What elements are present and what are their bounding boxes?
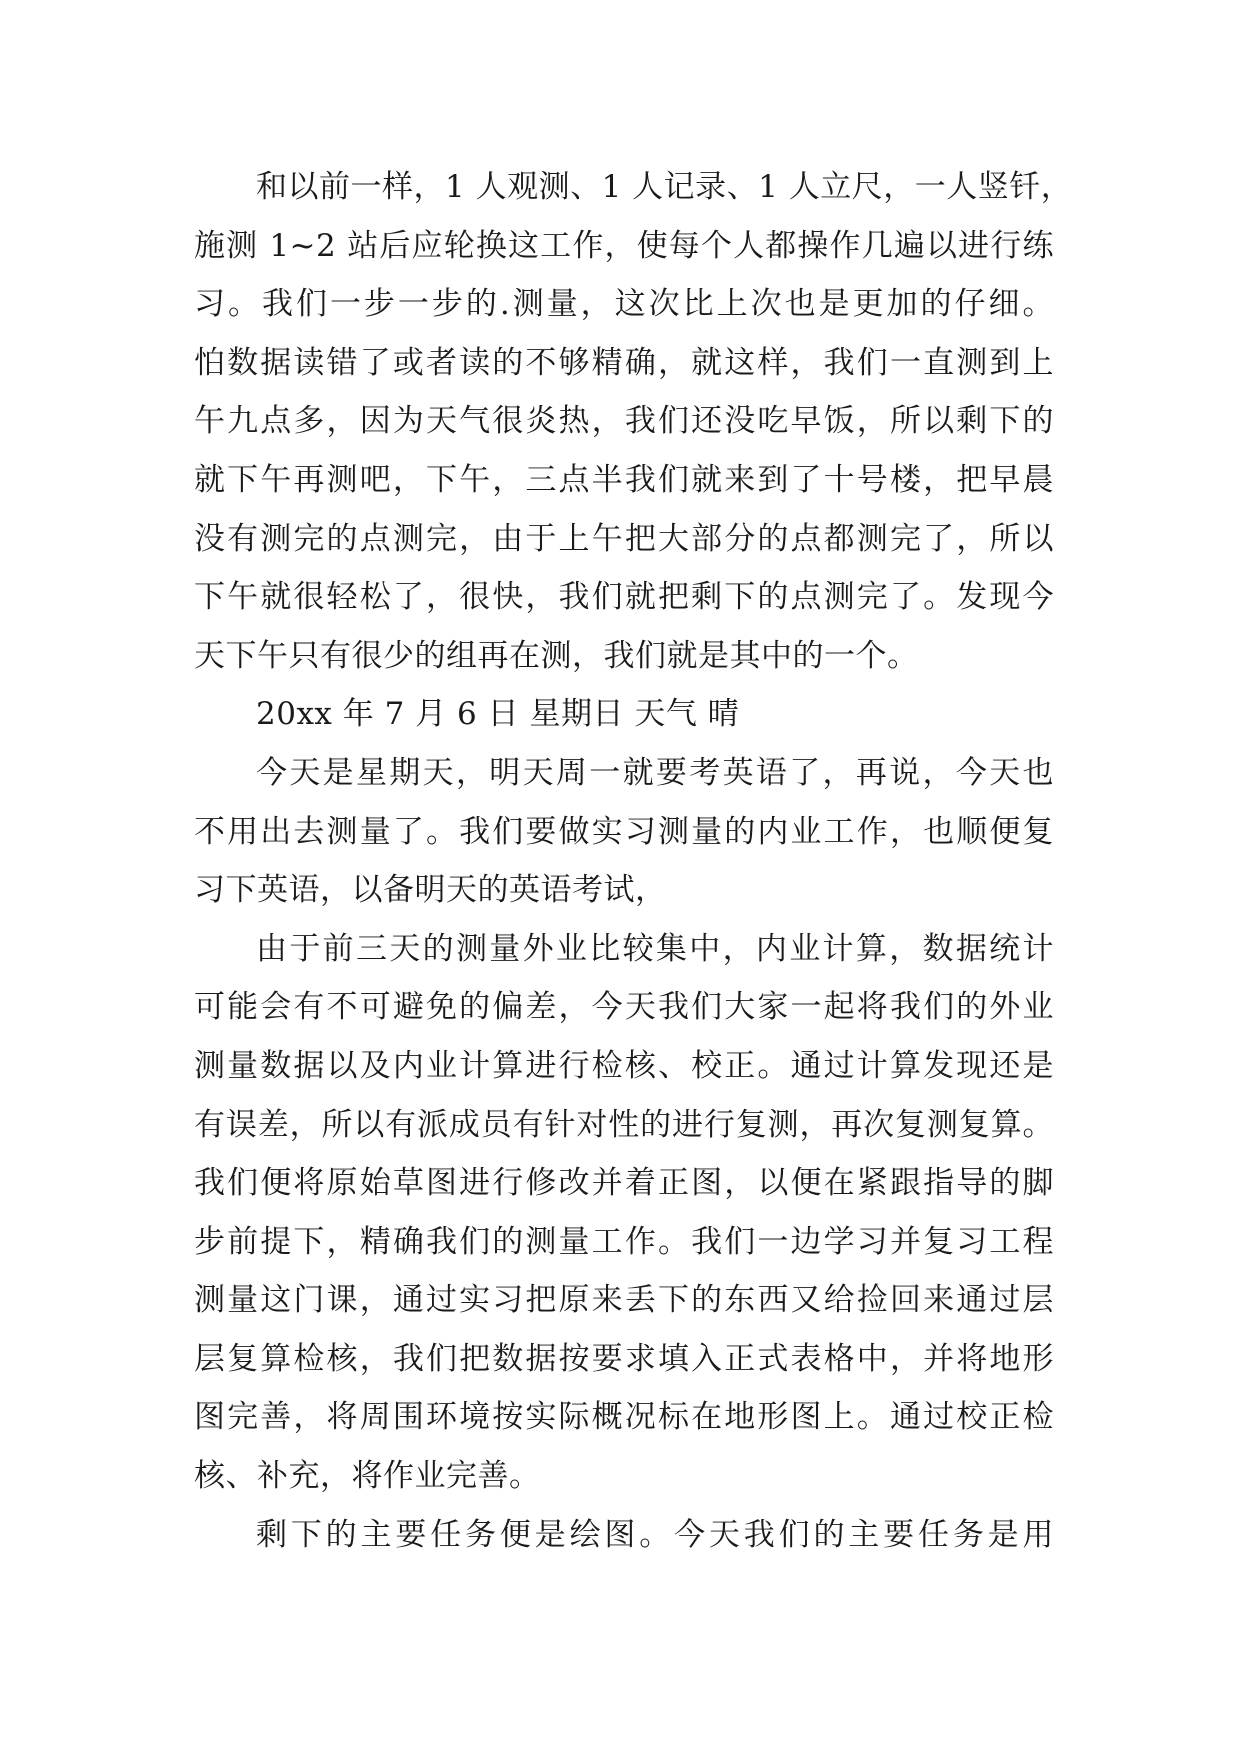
date-heading: 20xx 年 7 月 6 日 星期日 天气 晴 (256, 696, 740, 733)
text-line: 层复算检核，我们把数据按要求填入正式表格中，并将地形 (194, 1340, 1054, 1377)
text-line: 天下午只有很少的组再在测，我们就是其中的一个。 (194, 637, 919, 674)
text-line: 测量数据以及内业计算进行检核、校正。通过计算发现还是 (194, 1047, 1054, 1084)
text-line: 不用出去测量了。我们要做实习测量的内业工作，也顺便复 (194, 813, 1054, 850)
text-line: 下午就很轻松了，很快，我们就把剩下的点测完了。发现今 (194, 579, 1054, 616)
text-line: 图完善，将周围环境按实际概况标在地形图上。通过校正检 (194, 1399, 1054, 1436)
text-line: 和以前一样，1 人观测、1 人记录、1 人立尺，一人竖钎， (256, 169, 1073, 205)
text-line: 测量这门课，通过实习把原来丢下的东西又给捡回来通过层 (194, 1282, 1054, 1319)
text-line: 午九点多，因为天气很炎热，我们还没吃早饭，所以剩下的 (194, 403, 1054, 440)
text-line: 施测 1~2 站后应轮换这工作，使每个人都操作几遍以进行练 (194, 227, 1054, 264)
text-line: 我们便将原始草图进行修改并着正图，以便在紧跟指导的脚 (194, 1165, 1054, 1202)
text-line: 由于前三天的测量外业比较集中，内业计算，数据统计 (256, 930, 1054, 967)
body-text (194, 158, 1073, 1564)
text-line: 怕数据读错了或者读的不够精确，就这样，我们一直测到上 (194, 344, 1054, 381)
text-line: 可能会有不可避免的偏差，今天我们大家一起将我们的外业 (194, 989, 1054, 1026)
text-line: 有误差，所以有派成员有针对性的进行复测，再次复测复算。 (194, 1106, 1054, 1143)
text-line: 习下英语，以备明天的英语考试， (194, 872, 667, 909)
text-line: 没有测完的点测完，由于上午把大部分的点都测完了，所以 (194, 520, 1054, 557)
text-line: 剩下的主要任务便是绘图。今天我们的主要任务是用 (256, 1516, 1054, 1553)
text-line: 就下午再测吧，下午，三点半我们就来到了十号楼，把早晨 (194, 461, 1054, 498)
text-line: 习。我们一步一步的.测量，这次比上次也是更加的仔细。 (194, 286, 1054, 323)
text-line: 今天是星期天，明天周一就要考英语了，再说，今天也 (256, 754, 1054, 791)
text-line: 步前提下，精确我们的测量工作。我们一边学习并复习工程 (194, 1223, 1054, 1260)
text-line: 核、补充，将作业完善。 (194, 1458, 541, 1495)
